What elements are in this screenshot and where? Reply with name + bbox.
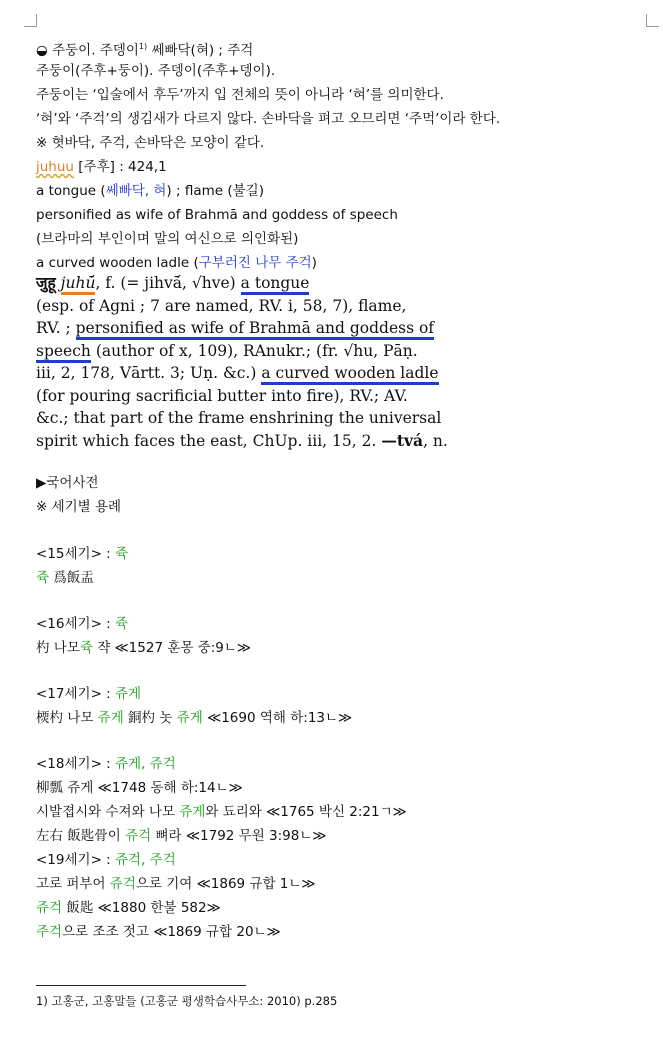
scan-l8-bold: —tvá <box>381 430 424 450</box>
c19-ex2-word: 쥬걱 <box>36 900 63 916</box>
c19-ex3-word: 주걱 <box>36 924 63 940</box>
c18-ex2-rest: 와 됴리와 ≪1765 박신 2:21ㄱ≫ <box>205 804 407 820</box>
c19-ex1-word: 쥬걱 <box>109 876 136 892</box>
dict-note: ※ 세기별 용례 <box>36 499 122 515</box>
century-16-line <box>36 615 128 633</box>
century-19-example-2 <box>36 899 221 917</box>
scan-line-6: (for pouring sacrificial butter into fire), RV.; AV. <box>36 386 408 405</box>
scan-line-8 <box>36 430 456 453</box>
c18-word: 쥬게, 쥬걱 <box>115 756 176 772</box>
page-corner-mark-top-left <box>24 14 37 27</box>
century-19-line <box>36 851 176 869</box>
scan-underline-ladle: a curved wooden ladle <box>261 364 438 385</box>
definition-line-1 <box>36 182 264 200</box>
def4-pre: a curved wooden ladle ( <box>36 255 199 271</box>
half-circle-bullet-icon: ◒ <box>36 42 48 59</box>
c19-ex2-rest: 飯匙 ≪1880 한불 582≫ <box>62 900 221 916</box>
c15-ex-word: 쥭 <box>36 570 50 586</box>
def1-post: ) ; flame (불길) <box>166 183 264 199</box>
c17-ex-mid: 銅杓 놋 <box>123 710 177 726</box>
c17-label: <17세기> : <box>36 686 116 702</box>
century-19-example-1 <box>36 875 316 893</box>
century-15-line <box>36 545 128 563</box>
title-part-a: 주둥이. 주뎅이 <box>52 42 139 59</box>
definition-line-2: personified as wife of Brahmā and goddess of speech <box>36 207 398 223</box>
c15-word: 쥭 <box>115 546 129 562</box>
def4-korean: 구부러진 나무 주걱 <box>198 255 312 271</box>
scan-line-2: (esp. of Agni ; 7 are named, RV. i, 58, 7), flame, <box>36 296 407 315</box>
footnote-ref-link[interactable]: 1) <box>138 42 148 51</box>
scan-underline-tongue: a tongue <box>241 274 310 295</box>
scan-l5-pre: iii, 2, 178, Vārtt. 3; Uṇ. &c.) <box>36 364 257 382</box>
c16-ex-pre: 杓 나모 <box>36 640 80 656</box>
scan-line-1 <box>36 272 456 295</box>
scan-l3-pre: RV. ; <box>36 319 71 337</box>
scan-line-5 <box>36 362 456 385</box>
c17-ex-word-1: 쥬게 <box>97 710 124 726</box>
century-15-example <box>36 569 94 587</box>
scan-line-7: &c.; that part of the frame enshrining the universal <box>36 409 442 427</box>
c16-ex-rest: 쟉 ≪1527 훈몽 중:9ㄴ≫ <box>92 640 252 656</box>
c17-ex-rest: ≪1690 역해 하:13ㄴ≫ <box>202 710 353 726</box>
scan-devanagari: जुहू <box>36 273 56 292</box>
scan-l4-post: (author of x, 109), RAnukr.; (fr. √hu, Pāṇ. <box>95 341 418 360</box>
scan-l8-post: , n. <box>423 431 448 450</box>
c17-word: 쥬게 <box>115 686 142 702</box>
page-corner-mark-top-right <box>646 14 659 27</box>
c18-ex2-word: 쥬게 <box>179 804 206 820</box>
c19-word: 쥬걱, 주걱 <box>115 852 176 868</box>
c17-ex-pre: 樮杓 나모 <box>36 710 98 726</box>
entry-line <box>36 158 167 176</box>
c19-ex3-rest: 으로 조조 젓고 ≪1869 규합 20ㄴ≫ <box>62 924 281 940</box>
c15-ex-rest: 爲飯盂 <box>49 570 94 586</box>
def4-post: ) <box>311 255 317 271</box>
c18-ex3-pre: 左右 飯匙骨이 <box>36 828 126 844</box>
sanskrit-dictionary-scan <box>36 272 456 450</box>
dict-heading: ▶국어사전 <box>36 475 99 491</box>
century-16-example <box>36 639 251 657</box>
century-18-example-3 <box>36 827 327 845</box>
c18-ex2-pre: 시발졉시와 수져와 나모 <box>36 804 180 820</box>
body-line-2: 주둥이(주후+둥이). 주뎅이(주후+뎅이). <box>36 63 276 79</box>
century-18-line <box>36 755 176 773</box>
c19-ex1-rest: 으로 기여 ≪1869 규합 1ㄴ≫ <box>135 876 316 892</box>
scan-headword: juhū́ <box>61 274 96 295</box>
scan-underline-speech: speech <box>36 342 91 363</box>
c18-ex3-word: 쥬걱 <box>125 828 152 844</box>
definition-line-4 <box>36 254 317 272</box>
scan-underline-personified: personified as wife of Brahmā and goddess of <box>76 319 434 340</box>
century-17-example <box>36 709 352 727</box>
def1-pre: a tongue ( <box>36 183 106 199</box>
footnote-text: 1) 고홍군, 고홍말들 (고홍군 평생학습사무소: 2010) p.285 <box>36 994 338 1008</box>
c19-label: <19세기> : <box>36 852 116 868</box>
c18-label: <18세기> : <box>36 756 116 772</box>
title-part-b: 쎄빠닥(혀) ; 주걱 <box>151 42 254 59</box>
c16-word: 쥭 <box>115 616 129 632</box>
c16-label: <16세기> : <box>36 616 116 632</box>
c15-label: <15세기> : <box>36 546 116 562</box>
entry-rest: [주후] : 424,1 <box>78 159 167 175</box>
body-line-5: ※ 혓바닥, 주걱, 손바닥은 모양이 같다. <box>36 135 265 151</box>
century-19-example-3 <box>36 923 281 941</box>
c16-ex-word: 쥭 <box>79 640 93 656</box>
definition-line-3: (브라마의 부인이며 말의 여신으로 의인화된) <box>36 231 299 247</box>
body-line-4: ‘혀’와 ‘주걱’의 생김새가 다르지 않다. 손바닥을 펴고 오므리면 ‘주먹’이라 한다. <box>36 111 501 127</box>
scan-line-4 <box>36 340 456 363</box>
century-17-line <box>36 685 141 703</box>
def1-korean: 쎄빠닥, 혀 <box>105 183 167 199</box>
c19-ex1-pre: 고로 퍼부어 <box>36 876 110 892</box>
scan-line-3 <box>36 317 456 340</box>
c17-ex-word-2: 쥬게 <box>176 710 203 726</box>
century-18-example-1: 柳瓢 쥬게 ≪1748 동해 하:14ㄴ≫ <box>36 780 243 796</box>
scan-l1-mid: , f. (= jihvā́, √hve) <box>95 274 236 292</box>
century-18-example-2 <box>36 803 407 821</box>
c18-ex3-rest: 뼈라 ≪1792 무원 3:98ㄴ≫ <box>151 828 327 844</box>
footnote-separator <box>36 985 246 986</box>
scan-l8-pre: spirit which faces the east, ChUp. iii, 15, 2. <box>36 431 377 450</box>
entry-word: juhuu <box>36 159 74 175</box>
body-line-3: 주둥이는 ‘입술에서 후두’까지 입 전체의 뜻이 아니라 ‘혀’를 의미한다. <box>36 87 444 103</box>
title-line <box>36 38 253 60</box>
